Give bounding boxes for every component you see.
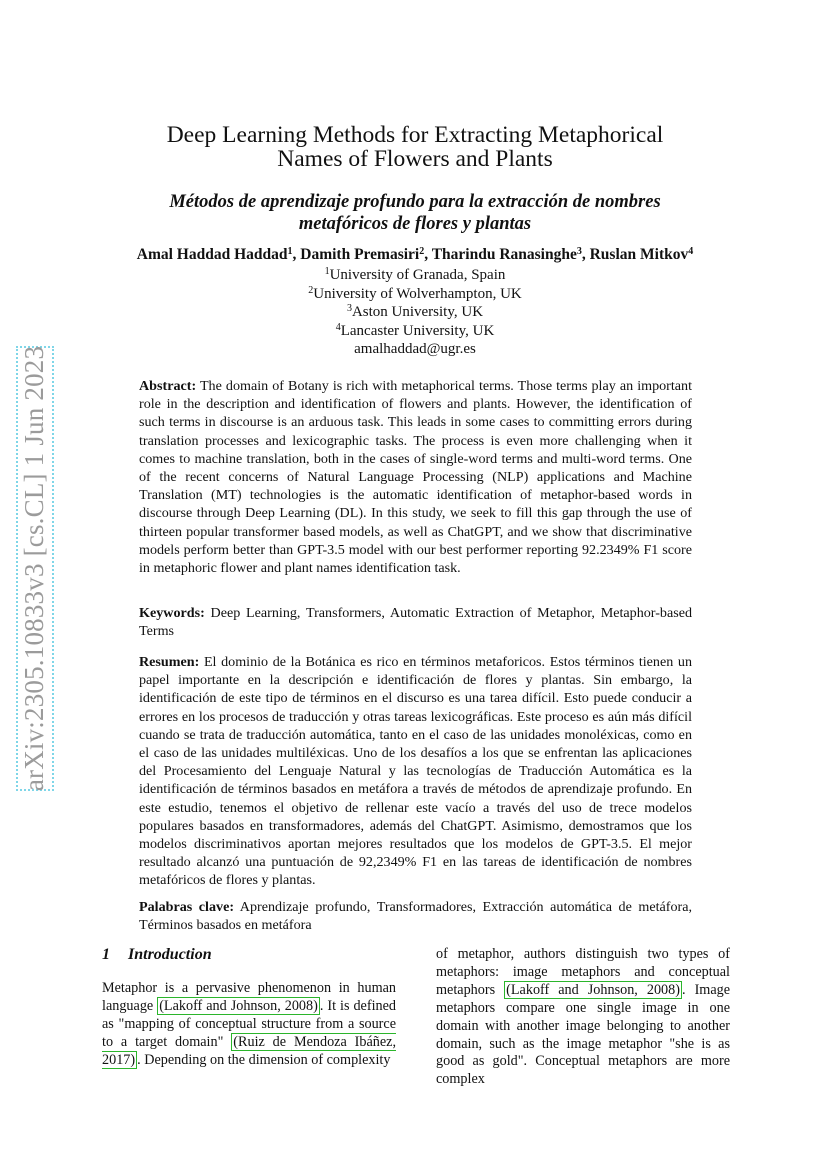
intro-right-column: [436, 946, 730, 1089]
abstract-label: Abstract:: [139, 378, 197, 394]
subtitle-line-2: metafóricos de flores y plantas: [298, 214, 532, 234]
resumen-text: El dominio de la Botánica es rico en términos metaforicos. Estos términos tienen un papel importante en la descripción e identificación de flores y plantas. Sin embargo, la identificación de este tipo de términos en el discurso es una tarea difícil. Esto puede conducir a errores en los procesos de traducción y otras tareas lexicográficas. Este proceso es aún más difícil cuando se trata de traducción automática, tanto en el caso de las unidades monoléxicas, como en el caso de las unidades multiléxicas. Uno de los desafíos a los que se enfrentan las aplicaciones del Procesamiento del Lenguaje Natural y las tecnologías de Traducción Automática es la identificación de términos basados en metáfora a través de métodos de aprendizaje profundo. En este estudio, tenemos el objetivo de rellenar este vacío a través del uso de trece modelos populares basados en transformadores, además del ChatGPT. Asimismo, demostramos que los modelos discriminativos aportan mejores resultados que los modelos de GPT-3.5. El mejor resultado alcanzó una puntuación de 92,2349% F1 en las tareas de identificación de nombres metafóricos de flores y plantas.: [139, 654, 692, 889]
title-line-2: Names of Flowers and Plants: [277, 146, 553, 172]
affiliations: [200, 266, 630, 359]
section-number: 1: [102, 946, 110, 963]
palabras-clave-text: Aprendizaje profundo, Transformadores, Extracción automática de metáfora, Términos basados en metáfora: [139, 899, 692, 934]
keywords-english: [139, 604, 692, 640]
arxiv-stamp[interactable]: [16, 346, 54, 791]
intro-text: . It is defined as "mapping of conceptual structure from a source to a target domain": [102, 997, 397, 1050]
affiliation: $^3$Aston University, UK: [346, 303, 484, 320]
section-title: Introduction: [128, 946, 212, 963]
citation-link[interactable]: (Lakoff and Johnson, 2008): [159, 997, 318, 1014]
intro-text: . Depending on the dimension of complexity: [137, 1051, 391, 1068]
citation-link[interactable]: (Lakoff and Johnson, 2008): [506, 981, 680, 998]
keywords-spanish: [139, 898, 692, 934]
abstract-english: [139, 377, 692, 577]
intro-text: Metaphor is a pervasive phenomenon in human language: [102, 980, 396, 1014]
paper-title: [80, 123, 750, 171]
author: Tharindu Ranasinghe$^3$: [431, 246, 582, 263]
palabras-clave-label: Palabras clave:: [139, 899, 235, 915]
author-email: amalhaddad@ugr.es: [354, 341, 476, 357]
citation-link[interactable]: (Ruiz de Mendoza Ibáñez, 2017): [102, 1033, 396, 1068]
resumen-label: Resumen:: [139, 654, 200, 670]
arxiv-stamp-text: arXiv:2305.10833v3 [cs.CL] 1 Jun 2023: [19, 345, 50, 792]
intro-text: of metaphor, authors distinguish two types of metaphors: image metaphors and conceptual metaphors: [436, 946, 730, 998]
paper-subtitle: [80, 191, 750, 235]
abstract-spanish: [139, 653, 692, 890]
author: Damith Premasiri$^2$: [300, 246, 425, 263]
affiliation: $^2$University of Wolverhampton, UK: [308, 284, 522, 302]
subtitle-line-1: Métodos de aprendizaje profundo para la extracción de nombres: [169, 192, 661, 212]
keywords-label: Keywords:: [139, 605, 205, 621]
abstract-text: The domain of Botany is rich with metaphorical terms. Those terms play an important role in the description and identification of flowers and plants. However, the identification of such terms in discourse is an arduous task. This leads in some cases to committing errors during translation processes and lexicographic tasks. The process is even more challenging when it comes to machine translation, both in the cases of single-word terms and multi-word terms. One of the recent concerns of Natural Language Processing (NLP) applications and Machine Translation (MT) technologies is the automatic identification of metaphor-based words in discourse through Deep Learning (DL). In this study, we seek to fill this gap through the use of thirteen popular transformer based models, as well as ChatGPT, and we show that discriminative models perform better than GPT-3.5 model with our best performer reporting 92.2349% F1 score in metaphoric flower and plant names identification task.: [139, 378, 692, 577]
affiliation: $^1$University of Granada, Spain: [324, 266, 506, 283]
author: Ruslan Mitkov$^4$: [589, 246, 694, 263]
intro-left-column: [102, 980, 396, 1070]
affiliation: $^4$Lancaster University, UK: [335, 321, 495, 339]
author-list: Amal Haddad Haddad$^1$, Damith Premasiri$^2$, Tharindu Ranasinghe$^3$, Ruslan Mitkov$^4$: [136, 246, 694, 263]
intro-text: . Image metaphors compare one single image in one domain with another image belonging to another domain, such as the image metaphor "she is as good as gold". Conceptual metaphors are more complex: [436, 981, 731, 1088]
author: Amal Haddad Haddad$^1$: [136, 246, 293, 263]
section-heading-introduction: [102, 946, 212, 964]
keywords-text: Deep Learning, Transformers, Automatic Extraction of Metaphor, Metaphor-based Terms: [139, 605, 692, 640]
title-line-1: Deep Learning Methods for Extracting Metaphorical: [166, 122, 664, 148]
